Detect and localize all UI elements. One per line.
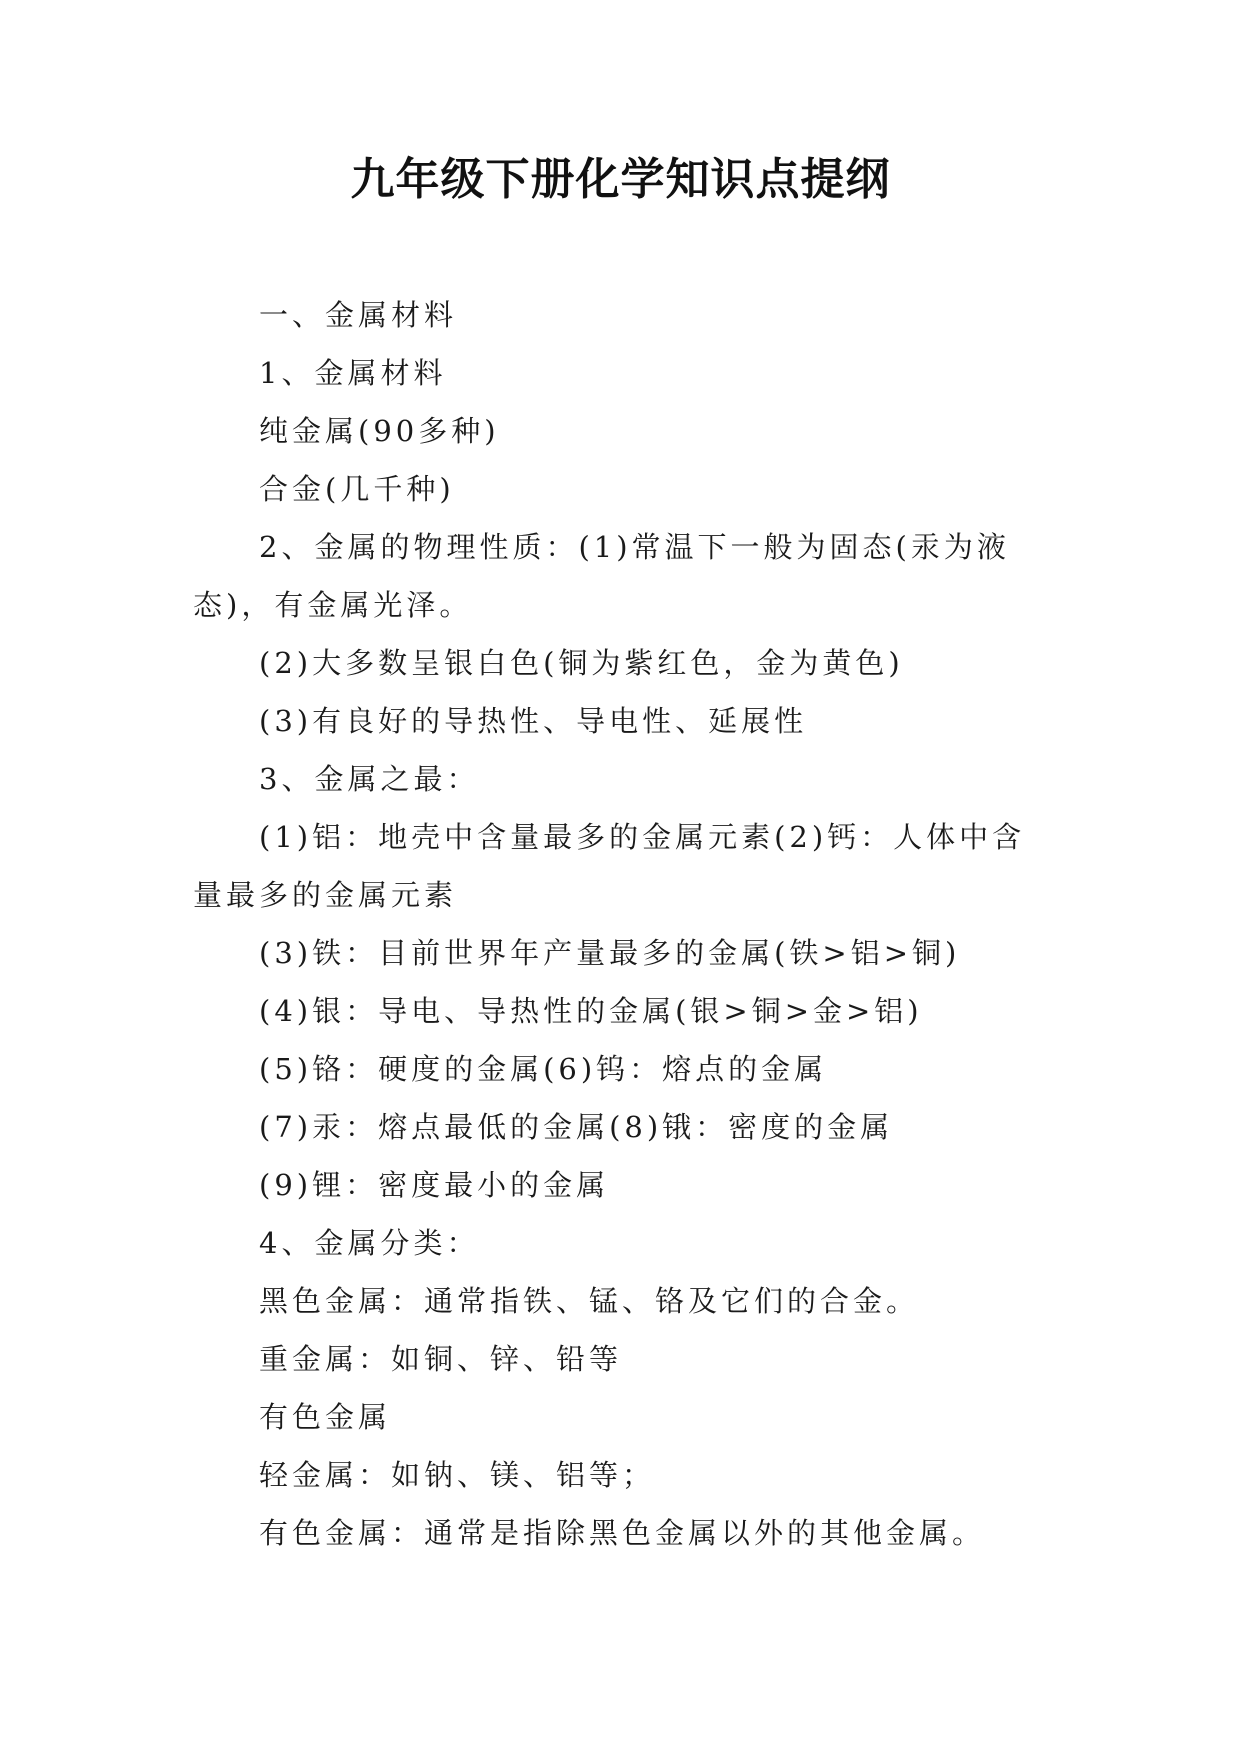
paragraph: 纯金属(90多种): [259, 414, 500, 448]
paragraph: (3)有良好的导热性、导电性、延展性: [259, 704, 808, 738]
paragraph: 重金属：如铜、锌、铅等: [259, 1342, 623, 1376]
paragraph: 轻金属：如钠、镁、铝等；: [259, 1458, 656, 1492]
paragraph: 3、金属之最：: [259, 762, 480, 796]
paragraph: 有色金属: [259, 1400, 392, 1434]
paragraph: (2)大多数呈银白色(铜为紫红色，金为黄色): [259, 646, 904, 680]
heading-metal-materials: 一、金属材料: [259, 298, 458, 332]
document-body: [193, 286, 1049, 1562]
paragraph: (7)汞：熔点最低的金属(8)锇：密度的金属: [259, 1110, 894, 1144]
paragraph: 有色金属：通常是指除黑色金属以外的其他金属。: [259, 1516, 986, 1550]
paragraph: 合金(几千种): [259, 472, 455, 506]
paragraph: (9)锂：密度最小的金属: [259, 1168, 610, 1202]
paragraph: (3)铁：目前世界年产量最多的金属(铁>铝>铜): [259, 936, 961, 970]
paragraph: 2、金属的物理性质：(1)常温下一般为固态(汞为液态)，有金属光泽。: [193, 530, 1010, 622]
paragraph: 1、金属材料: [259, 356, 447, 390]
paragraph: (4)银：导电、导热性的金属(银>铜>金>铝): [259, 994, 923, 1028]
paragraph: 4、金属分类：: [259, 1226, 480, 1260]
paragraph: 黑色金属：通常指铁、锰、铬及它们的合金。: [259, 1284, 920, 1318]
paragraph: (5)铬：硬度的金属(6)钨：熔点的金属: [259, 1052, 828, 1086]
paragraph: (1)铝：地壳中含量最多的金属元素(2)钙：人体中含量最多的金属元素: [193, 820, 1026, 912]
document-title: 九年级下册化学知识点提纲: [350, 154, 891, 205]
